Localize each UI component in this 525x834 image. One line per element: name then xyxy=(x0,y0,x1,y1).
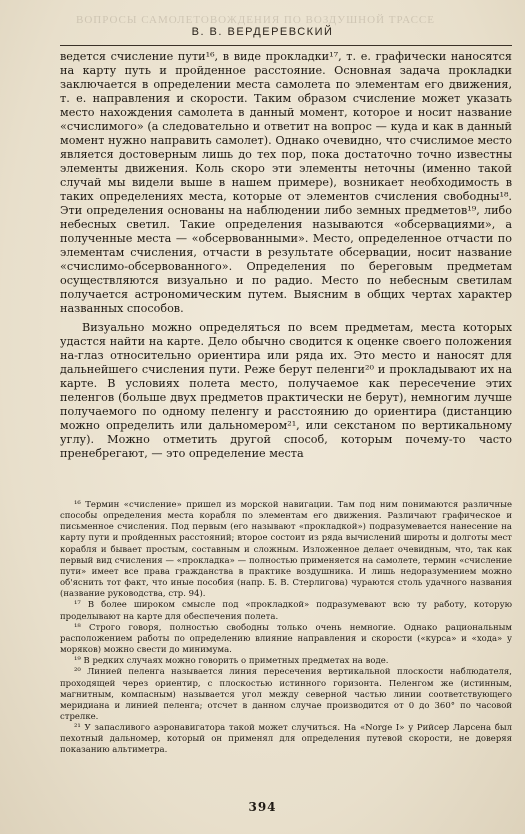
footnote-21: ²¹ У запасливого аэронавигатора такой может случиться. На «Norge I» у Рийсер Ларсена был пехотный дальномер, который он применял для определения путевой скорости, не доверяя показанию альтиметра. xyxy=(60,723,512,756)
header-rule xyxy=(60,45,512,46)
footnote-17: ¹⁷ В более широком смысле под «прокладкой» подразумевают всю ту работу, которую проделывают на карте для обеспечения полета. xyxy=(60,600,512,622)
paragraph-2: Визуально можно определяться по всем предметам, места которых удастся найти на карте. Дело обычно сводится к оценке своего положения на-глаз относительно ориентира или ряда их. Это место и наносят для дальнейшего счисления пути. Реже берут пеленги²⁰ и прокладывают их на карте. В условиях полета место, получаемое как пересечение этих пеленгов (больше двух предметов практически не берут), немногим лучше получаемого по одному пеленгу и расстоянию до ориентира (дистанцию можно определить или дальномером²¹, или секстаном по вертикальному углу). Можно отметить другой способ, которым почему-то часто пренебрегают, — это определение места xyxy=(60,321,512,461)
footnote-18: ¹⁸ Строго говоря, полностью свободны только очень немногие. Однако рациональным расположением работы по определению влияние направления и скорости («курса» и «хода» у моряков) можно свести до минимума. xyxy=(60,622,512,656)
paragraph-1: ведется счисление пути¹⁶, в виде прокладки¹⁷, т. е. графически наносятся на карту путь и пройденное расстояние. Основная задача прокладки заключается в определении места самолета по элементам его движения, т. е. направления и скорости. Таким образом счисление может указать место нахождения самолета в данный момент, которое и носит название «счислимого» (а следовательно и ответит на вопрос — куда и как в данный момент нужно направить самолет). Однако очевидно, что счислимое место является достоверным лишь до тех пор, пока достаточно точно известны элементы движения. Коль скоро эти элементы неточны (именно такой случай мы видели выше в нашем примере), возникает необходимость в таких определениях места, которые от элементов счисления свободны¹⁸. Эти определения основаны на наблюдении либо земных предметов¹⁹, либо небесных светил. Такие определения называются «обсервациями», а полученные места — «обсервованными». Место, определенное отчасти по элементам счисления, отчасти в результате обсервации, носит название «счислимо-обсервованного». Определения по береговым предметам осуществляются визуально и по радио. Место по небесным светилам получается астрономическим путем. Выясним в общих чертах характер названных способов. xyxy=(60,50,512,316)
footnotes xyxy=(60,500,512,757)
footnote-19: ¹⁹ В редких случаях можно говорить о приметных предметах на воде. xyxy=(74,656,389,667)
footnote-16: ¹⁶ Термин «счисление» пришел из морской навигации. Там под ним понимаются различные способы определения места корабля по элементам его движения. Различают графическое и письменное счисления. Под первым (его называют «прокладкой») подразумевается нанесение на карту пути и пройденных расстояний; второе состоит из ряда вычислений широты и долготы мест корабля и бывает простым, составным и сложным. Изложенное делает очевидным, что, так как первый вид счисления — «прокладка» — полностью применяется на самолете, термин «счисление пути» имеет все права гражданства в практике воздушника. И лишь недоразумением можно об'яснить тот факт, что иные пособия (напр. Б. В. Стерлигова) чураются столь удачного названия (название руководства, стр. 94). xyxy=(60,500,512,600)
bleed-through-text: ВОПРОСЫ САМОЛЕТОВОЖДЕНИЯ ПО ВОЗДУШНОЙ ТРАССЕ xyxy=(76,14,435,26)
page-number: 394 xyxy=(248,800,277,814)
main-text xyxy=(60,50,512,461)
running-header: В. В. ВЕРДЕРЕВСКИЙ xyxy=(191,26,334,38)
footnote-20: ²⁰ Линией пеленга называется линия пересечения вертикальной плоскости наблюдателя, проходящей через ориентир, с плоскостью истинного горизонта. Пеленгом же (истинным, магнитным, компасным) называется угол между северной частью линии соответствующего меридиана и линией пеленга; отсчет в данном случае производится от 0 до 360° по часовой стрелке. xyxy=(60,667,512,722)
